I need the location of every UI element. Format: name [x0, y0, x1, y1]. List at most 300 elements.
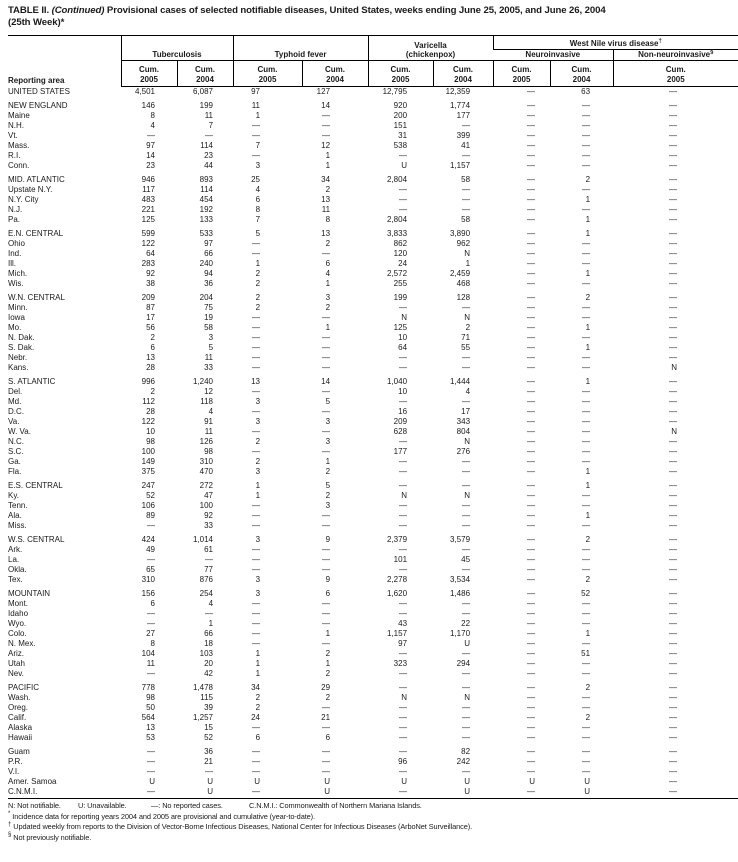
value-cell: — — [669, 639, 678, 648]
value-cell: — — [527, 649, 536, 658]
value-cell: — — [527, 535, 536, 544]
value-cell: 310 — [199, 457, 214, 466]
value-cell: — — [252, 387, 261, 396]
value-cell: 1,620 — [387, 589, 408, 598]
value-cell: 14 — [321, 377, 331, 386]
value-cell: 120 — [393, 249, 408, 258]
value-cell: 221 — [141, 205, 155, 214]
reporting-area-cell: Ohio — [8, 239, 25, 248]
value-cell: 2 — [255, 437, 261, 446]
value-cell: — — [322, 703, 331, 712]
value-cell: — — [582, 521, 591, 530]
year-label: 2004 — [326, 74, 344, 84]
value-cell: — — [252, 555, 261, 564]
value-cell: U — [149, 777, 155, 786]
value-cell: 34 — [321, 175, 331, 184]
value-cell: — — [399, 723, 408, 732]
table-row — [8, 599, 738, 609]
value-cell: 2 — [585, 175, 591, 184]
value-cell: 2 — [325, 185, 331, 194]
value-cell: 1 — [255, 649, 261, 658]
value-cell: — — [527, 121, 536, 130]
table-row — [8, 511, 738, 521]
value-cell: 156 — [141, 589, 155, 598]
value-cell: 47 — [204, 491, 214, 500]
value-cell: 1,444 — [450, 377, 471, 386]
reporting-area-cell: Mo. — [8, 323, 22, 332]
value-cell: — — [582, 545, 591, 554]
value-cell: 7 — [255, 215, 261, 224]
value-cell: 3 — [325, 437, 331, 446]
table-title — [8, 5, 730, 28]
reporting-area-cell: Fla. — [8, 467, 22, 476]
value-cell: 52 — [581, 589, 591, 598]
value-cell: — — [669, 111, 678, 120]
value-cell: — — [462, 457, 471, 466]
value-cell: 204 — [199, 293, 214, 302]
value-cell: — — [322, 121, 331, 130]
varicella-label: Varicella — [414, 41, 447, 50]
value-cell: — — [582, 619, 591, 628]
value-cell: — — [527, 767, 536, 776]
value-cell: 58 — [204, 323, 214, 332]
table-row — [8, 195, 738, 205]
value-cell: N — [671, 363, 678, 372]
value-cell: 128 — [456, 293, 471, 302]
value-cell: — — [669, 387, 678, 396]
west-nile-group-header — [493, 36, 738, 50]
reporting-area-cell: W.S. CENTRAL — [8, 535, 65, 544]
value-cell: — — [527, 457, 536, 466]
value-cell: — — [527, 397, 536, 406]
value-cell: 2 — [325, 467, 331, 476]
value-cell: 24 — [251, 713, 261, 722]
value-cell: — — [582, 609, 591, 618]
value-cell: U — [464, 639, 471, 648]
table-row — [8, 491, 738, 501]
asterisk-mark: * — [8, 811, 11, 818]
value-cell: 1,774 — [450, 101, 471, 110]
year-label: 2004 — [196, 74, 214, 84]
value-cell: 5 — [325, 397, 331, 406]
table-row — [8, 215, 738, 225]
value-cell: — — [669, 723, 678, 732]
value-cell: — — [322, 747, 331, 756]
value-cell: — — [527, 363, 536, 372]
value-cell: — — [527, 575, 536, 584]
value-cell: 82 — [461, 747, 471, 756]
value-cell: — — [669, 491, 678, 500]
value-cell: — — [252, 407, 261, 416]
value-cell: U — [254, 777, 261, 786]
value-cell: — — [669, 535, 678, 544]
value-cell: — — [399, 457, 408, 466]
value-cell: 6 — [325, 589, 331, 598]
value-cell: 97 — [398, 639, 408, 648]
value-cell: — — [399, 437, 408, 446]
value-cell: 75 — [204, 303, 214, 312]
cum-label: Cum. — [257, 65, 278, 74]
tb-cum-2004-header — [177, 61, 233, 87]
table-number: TABLE II. — [8, 5, 50, 16]
value-cell: — — [669, 131, 678, 140]
value-cell: — — [527, 619, 536, 628]
legend-u: U: Unavailable. — [78, 801, 127, 810]
value-cell: — — [462, 353, 471, 362]
value-cell: — — [669, 589, 678, 598]
value-cell: 2 — [465, 323, 471, 332]
value-cell: 2 — [325, 693, 331, 702]
value-cell: — — [462, 521, 471, 530]
typhoid-cum-2004-header — [302, 61, 368, 87]
reporting-area-cell: S.C. — [8, 447, 24, 456]
value-cell: — — [527, 131, 536, 140]
table-row — [8, 555, 738, 565]
value-cell: 1 — [585, 323, 591, 332]
value-cell: — — [669, 323, 678, 332]
value-cell: — — [582, 457, 591, 466]
value-cell: 12,795 — [382, 87, 408, 96]
value-cell: — — [527, 733, 536, 742]
value-cell: 399 — [456, 131, 471, 140]
reporting-area-cell: N.J. — [8, 205, 23, 214]
value-cell: 920 — [393, 101, 408, 110]
value-cell: — — [462, 363, 471, 372]
value-cell: 100 — [141, 447, 155, 456]
value-cell: — — [527, 239, 536, 248]
value-cell: — — [462, 481, 471, 490]
reporting-area-cell: Mich. — [8, 269, 28, 278]
value-cell: — — [527, 703, 536, 712]
value-cell: — — [527, 639, 536, 648]
value-cell: — — [527, 387, 536, 396]
value-cell: — — [322, 599, 331, 608]
value-cell: — — [582, 259, 591, 268]
value-cell: N — [401, 693, 408, 702]
value-cell: — — [582, 151, 591, 160]
value-cell: — — [582, 417, 591, 426]
reporting-area-cell: Mont. — [8, 599, 29, 608]
value-cell: 1 — [325, 457, 331, 466]
table-row — [8, 457, 738, 467]
value-cell: 483 — [141, 195, 155, 204]
value-cell: 112 — [142, 397, 155, 406]
reporting-area-cell: Md. — [8, 397, 22, 406]
table-row — [8, 733, 738, 743]
value-cell: 4 — [255, 185, 261, 194]
legend-dash: —: No reported cases. — [151, 801, 223, 810]
value-cell: 533 — [199, 229, 214, 238]
value-cell: 92 — [146, 269, 155, 278]
reporting-area-cell: Nebr. — [8, 353, 28, 362]
value-cell: 92 — [204, 511, 214, 520]
value-cell: 177 — [393, 447, 408, 456]
value-cell: — — [582, 437, 591, 446]
value-cell: — — [462, 713, 471, 722]
value-cell: 247 — [141, 481, 155, 490]
value-cell: — — [582, 387, 591, 396]
value-cell: 5 — [325, 481, 331, 490]
reporting-area-cell: Miss. — [8, 521, 27, 530]
value-cell: — — [252, 565, 261, 574]
value-cell: — — [582, 333, 591, 342]
value-cell: 1,157 — [387, 629, 408, 638]
value-cell: 1 — [585, 269, 591, 278]
value-cell: — — [669, 249, 678, 258]
value-cell: 21 — [204, 757, 214, 766]
value-cell: 454 — [199, 195, 214, 204]
title-continued: (Continued) — [51, 5, 105, 16]
reporting-area-cell: NEW ENGLAND — [8, 101, 68, 110]
reporting-area-cell: W.N. CENTRAL — [8, 293, 65, 302]
value-cell: — — [582, 313, 591, 322]
value-cell: — — [462, 723, 471, 732]
value-cell: — — [147, 609, 155, 618]
dagger-mark: † — [8, 821, 12, 828]
value-cell: — — [462, 545, 471, 554]
value-cell: 254 — [199, 589, 214, 598]
table-row — [8, 619, 738, 629]
value-cell: 12,359 — [445, 87, 471, 96]
value-cell: 3 — [255, 161, 261, 170]
value-cell: 962 — [456, 239, 471, 248]
value-cell: U — [401, 161, 408, 170]
value-cell: 1,170 — [450, 629, 471, 638]
value-cell: 52 — [204, 733, 214, 742]
value-cell: — — [582, 723, 591, 732]
table-row — [8, 353, 738, 363]
table-row — [8, 427, 738, 437]
value-cell: 1,486 — [450, 589, 471, 598]
value-cell: 3 — [255, 417, 261, 426]
value-cell: — — [669, 733, 678, 742]
value-cell: 7 — [208, 121, 214, 130]
value-cell: — — [527, 629, 536, 638]
table-row — [8, 723, 738, 733]
value-cell: — — [669, 501, 678, 510]
value-cell: — — [582, 397, 591, 406]
value-cell: — — [527, 599, 536, 608]
reporting-area-cell: Ariz. — [8, 649, 24, 658]
value-cell: — — [399, 683, 408, 692]
value-cell: — — [527, 693, 536, 702]
value-cell: — — [399, 205, 408, 214]
reporting-area-cell: Calif. — [8, 713, 27, 722]
value-cell: 42 — [204, 669, 214, 678]
cum-label: Cum. — [571, 65, 592, 74]
value-cell: — — [252, 131, 261, 140]
value-cell: — — [399, 545, 408, 554]
value-cell: 1 — [585, 195, 591, 204]
value-cell: — — [322, 447, 331, 456]
value-cell: 6 — [255, 195, 261, 204]
value-cell: — — [322, 555, 331, 564]
value-cell: 14 — [321, 101, 331, 110]
reporting-area-cell: V.I. — [8, 767, 20, 776]
value-cell: — — [669, 747, 678, 756]
value-cell: — — [669, 669, 678, 678]
table-header — [8, 36, 738, 87]
table-row — [8, 535, 738, 545]
value-cell: — — [252, 501, 261, 510]
value-cell: 12 — [321, 141, 331, 150]
value-cell: 45 — [461, 555, 471, 564]
value-cell: — — [669, 767, 678, 776]
value-cell: — — [252, 757, 261, 766]
table-row — [8, 151, 738, 161]
wnv-neuro-cum-2004-header — [550, 61, 613, 87]
value-cell: — — [669, 703, 678, 712]
value-cell: — — [399, 481, 408, 490]
value-cell: — — [669, 649, 678, 658]
value-cell: 3 — [255, 467, 261, 476]
value-cell: — — [147, 669, 155, 678]
west-nile-dagger: † — [658, 38, 662, 45]
reporting-area-cell: Oreg. — [8, 703, 29, 712]
value-cell: — — [527, 481, 536, 490]
table-row — [8, 649, 738, 659]
reporting-area-cell: Kans. — [8, 363, 29, 372]
value-cell: 64 — [398, 343, 408, 352]
value-cell: 1 — [255, 481, 261, 490]
value-cell: 468 — [456, 279, 471, 288]
reporting-area-cell: N. Mex. — [8, 639, 36, 648]
table-row — [8, 565, 738, 575]
value-cell: 10 — [398, 333, 408, 342]
non-neuroinvasive-header — [613, 50, 738, 61]
value-cell: 146 — [141, 101, 155, 110]
value-cell: 100 — [199, 501, 214, 510]
value-cell: N — [401, 313, 408, 322]
table-row — [8, 343, 738, 353]
value-cell: 20 — [204, 659, 214, 668]
value-cell: 49 — [146, 545, 155, 554]
value-cell: 2 — [255, 703, 261, 712]
value-cell: — — [322, 353, 331, 362]
value-cell: — — [252, 619, 261, 628]
value-cell: — — [399, 501, 408, 510]
value-cell: — — [669, 377, 678, 386]
legend-cnmi: C.N.M.I.: Commonwealth of Northern Mariana Islands. — [249, 801, 422, 810]
value-cell: 17 — [146, 313, 155, 322]
value-cell: — — [399, 599, 408, 608]
value-cell: — — [669, 555, 678, 564]
value-cell: — — [147, 747, 155, 756]
value-cell: — — [527, 589, 536, 598]
value-cell: 125 — [393, 323, 408, 332]
value-cell: — — [582, 555, 591, 564]
value-cell: — — [462, 767, 471, 776]
year-label: 2005 — [258, 74, 277, 84]
value-cell: 98 — [146, 437, 155, 446]
value-cell: 3,534 — [450, 575, 471, 584]
value-cell: — — [527, 555, 536, 564]
value-cell: 33 — [204, 363, 214, 372]
value-cell: 628 — [393, 427, 408, 436]
value-cell: — — [527, 787, 536, 796]
tuberculosis-group-header: Tuberculosis — [121, 36, 233, 61]
value-cell: 1 — [585, 343, 591, 352]
reporting-area-cell: Mass. — [8, 141, 30, 150]
value-cell: — — [582, 279, 591, 288]
value-cell: — — [252, 323, 261, 332]
value-cell: 2 — [325, 649, 331, 658]
value-cell: — — [252, 427, 261, 436]
value-cell: — — [322, 131, 331, 140]
typhoid-cum-2005-header — [233, 61, 302, 87]
value-cell: 6 — [150, 343, 155, 352]
table-row — [8, 363, 738, 373]
value-cell: 2 — [325, 239, 331, 248]
value-cell: — — [527, 259, 536, 268]
value-cell: — — [462, 185, 471, 194]
table-row — [8, 161, 738, 171]
value-cell: 862 — [393, 239, 408, 248]
reporting-area-cell: Colo. — [8, 629, 27, 638]
reporting-area-cell: Guam — [8, 747, 30, 756]
value-cell: — — [399, 353, 408, 362]
value-cell: — — [669, 599, 678, 608]
value-cell: 38 — [146, 279, 155, 288]
value-cell: — — [582, 747, 591, 756]
table-row — [8, 387, 738, 397]
value-cell: — — [527, 491, 536, 500]
table-row — [8, 669, 738, 679]
value-cell: 17 — [461, 407, 471, 416]
value-cell: — — [669, 619, 678, 628]
value-cell: 50 — [146, 703, 155, 712]
reporting-area-cell: N. Dak. — [8, 333, 35, 342]
footnote-text: Not previously notifiable. — [13, 832, 92, 842]
footnote-asterisk — [8, 812, 730, 823]
value-cell: — — [527, 161, 536, 170]
reporting-area-cell: MID. ATLANTIC — [8, 175, 65, 184]
value-cell: — — [322, 407, 331, 416]
varicella-cum-2004-header — [433, 61, 493, 87]
value-cell: 117 — [142, 185, 155, 194]
value-cell: 65 — [146, 565, 155, 574]
value-cell: — — [399, 703, 408, 712]
title-week: (25th Week)* — [8, 16, 65, 28]
value-cell: 96 — [398, 757, 408, 766]
value-cell: — — [252, 447, 261, 456]
reporting-area-cell: Ark. — [8, 545, 23, 554]
value-cell: 10 — [398, 387, 408, 396]
value-cell: — — [322, 767, 331, 776]
value-cell: U — [207, 787, 214, 796]
value-cell: — — [669, 545, 678, 554]
table-row — [8, 545, 738, 555]
value-cell: 14 — [146, 151, 155, 160]
value-cell: — — [462, 733, 471, 742]
reporting-area-cell: Ala. — [8, 511, 22, 520]
value-cell: 7 — [255, 141, 261, 150]
value-cell: 2 — [150, 387, 155, 396]
table-row — [8, 521, 738, 531]
year-label: 2004 — [454, 74, 472, 84]
table-row — [8, 703, 738, 713]
value-cell: 4 — [208, 407, 214, 416]
value-cell: — — [669, 151, 678, 160]
table-row — [8, 639, 738, 649]
value-cell: — — [462, 683, 471, 692]
reporting-area-cell: UNITED STATES — [8, 86, 70, 96]
year-label: 2005 — [140, 74, 158, 84]
value-cell: — — [399, 747, 408, 756]
value-cell: — — [527, 279, 536, 288]
value-cell: 12 — [204, 387, 214, 396]
reporting-area-cell: E.N. CENTRAL — [8, 229, 64, 238]
